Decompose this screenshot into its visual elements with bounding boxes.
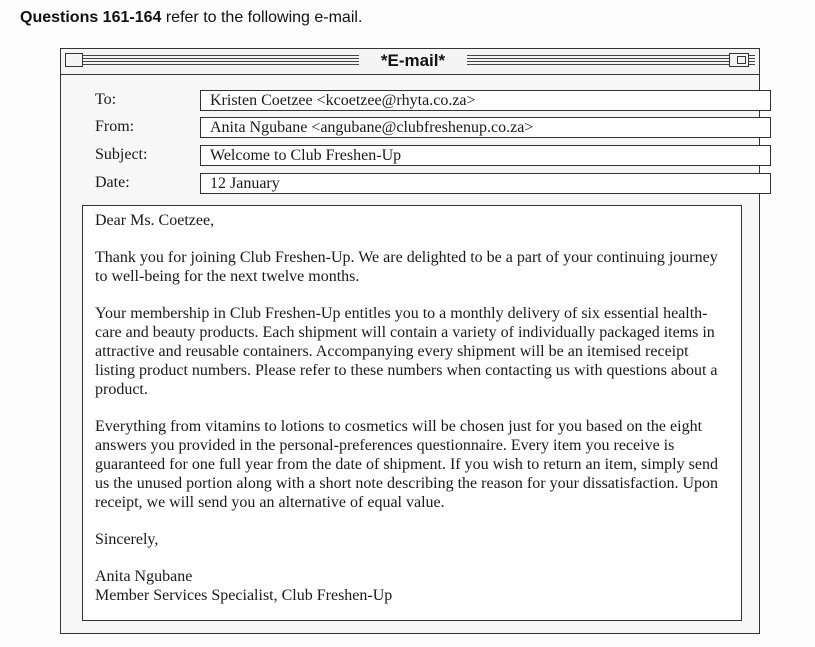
signature-title: Member Services Specialist, Club Freshen-Up: [95, 587, 393, 604]
body-paragraph: Your membership in Club Freshen-Up entitles you to a monthly delivery of six essential health-care and beauty products. Each shipment will contain a variety of individually packaged items in attractive and reusable containers. Accompanying every shipment will be an itemised receipt listing product numbers. Please refer to these numbers when contacting us with questions about a product.: [95, 305, 718, 398]
greeting: Dear Ms. Coetzee,: [95, 212, 215, 229]
email-window: [60, 48, 760, 634]
message-body[interactable]: [82, 205, 742, 621]
close-box-icon[interactable]: [65, 53, 83, 67]
from-field[interactable]: Anita Ngubane <angubane@clubfreshenup.co.za>: [200, 117, 771, 138]
date-label: Date:: [95, 174, 130, 191]
title-bar[interactable]: [61, 49, 759, 75]
subject-label: Subject:: [95, 146, 148, 163]
question-header: [20, 9, 362, 27]
question-instruction: refer to the following e-mail.: [161, 9, 363, 26]
from-label: From:: [95, 118, 135, 135]
zoom-box-icon[interactable]: [729, 53, 749, 67]
signature-name: Anita Ngubane: [95, 568, 193, 585]
signature: [95, 567, 731, 605]
subject-field[interactable]: Welcome to Club Freshen-Up: [200, 145, 771, 166]
question-range: Questions 161-164: [20, 9, 162, 26]
to-label: To:: [95, 91, 117, 108]
body-paragraph: Everything from vitamins to lotions to cosmetics will be chosen just for you based on the eight answers you provided in the personal-preferences questionnaire. Every item you receive is guaranteed for one full year from the date of shipment. If you wish to return an item, simply send us the unused portion along with a short note describing the reason for your dissatisfaction. Upon receipt, we will send you an alternative of equal value.: [95, 418, 718, 511]
to-field[interactable]: Kristen Coetzee <kcoetzee@rhyta.co.za>: [200, 90, 771, 111]
date-field[interactable]: 12 January: [200, 173, 771, 194]
title-bar-stripes-left: [65, 55, 359, 66]
window-title: *E-mail*: [380, 51, 446, 70]
body-paragraph: Thank you for joining Club Freshen-Up. We are delighted to be a part of your continuing journey to well-being for the next twelve months.: [95, 249, 718, 285]
title-bar-stripes-right: [467, 55, 755, 66]
closing: Sincerely,: [95, 531, 159, 548]
